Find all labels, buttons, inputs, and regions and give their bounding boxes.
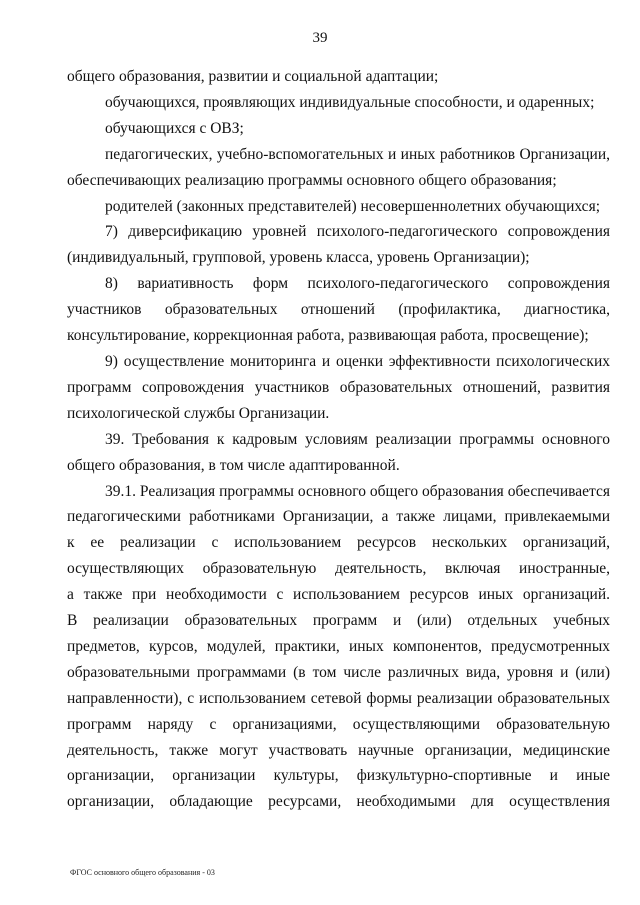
- paragraph-3: обучающихся с ОВЗ;: [105, 119, 244, 137]
- paragraph-line: предметов, курсов, модулей, практики, иных компонентов, предусмотренных: [67, 637, 610, 655]
- paragraph-1: общего образования, развитии и социальной адаптации;: [67, 68, 439, 85]
- paragraph-39-1: [67, 479, 610, 816]
- paragraph-line: а также при необходимости с использованием ресурсов иных организаций.: [67, 586, 610, 604]
- paragraph-2: обучающихся, проявляющих индивидуальные способности, и одаренных;: [105, 93, 595, 111]
- paragraph-line: педагогическими работниками Организации, а также лицами, привлекаемыми: [67, 508, 610, 526]
- paragraph-5: родителей (законных представителей) несовершеннолетних обучающихся;: [105, 197, 601, 215]
- page-footer: ФГОС основного общего образования - 03: [70, 868, 215, 877]
- paragraph-line: направленности), с использованием сетевой формы реализации образовательных: [67, 689, 610, 707]
- paragraph-line: организации, обладающие ресурсами, необходимыми для осуществления: [67, 793, 610, 811]
- page-number: 39: [312, 30, 328, 46]
- paragraph-line: осуществляющих образовательную деятельность, включая иностранные,: [67, 560, 610, 578]
- paragraph-6: 7) диверсификацию уровней психолого-педагогического сопровождения (индивидуальный, групповой, уровень класса, уровень Организации);: [67, 223, 610, 267]
- paragraph-line: к ее реализации с использованием ресурсов нескольких организаций,: [67, 534, 610, 552]
- paragraph-4: педагогических, учебно-вспомогательных и иных работников Организации, обеспечивающих реализацию программы основного общего образования;: [67, 145, 610, 189]
- paragraph-9: 39. Требования к кадровым условиям реализации программы основного общего образования, в том числе адаптированной.: [67, 430, 610, 474]
- document-body: [67, 64, 610, 815]
- paragraph-line: программ наряду с организациями, осуществляющими образовательную: [67, 715, 610, 733]
- paragraph-line: организации, организации культуры, физкультурно-спортивные и иные: [67, 767, 610, 785]
- paragraph-7: 8) вариативность форм психолого-педагогического сопровождения участников образовательных отношений (профилактика, диагностика, консультирование, коррекционная работа, развивающая работа, просвещение);: [67, 275, 610, 345]
- paragraph-8: 9) осуществление мониторинга и оценки эффективности психологических программ сопровождения участников образовательных отношений, развития психологической службы Организации.: [67, 352, 610, 422]
- paragraph-line: деятельность, также могут участвовать научные организации, медицинские: [67, 741, 610, 759]
- paragraph-line: В реализации образовательных программ и (или) отдельных учебных: [67, 612, 610, 630]
- paragraph-line: 39.1. Реализация программы основного общего образования обеспечивается: [105, 482, 610, 500]
- paragraph-line: образовательными программами (в том числе различных вида, уровня и (или): [67, 663, 610, 681]
